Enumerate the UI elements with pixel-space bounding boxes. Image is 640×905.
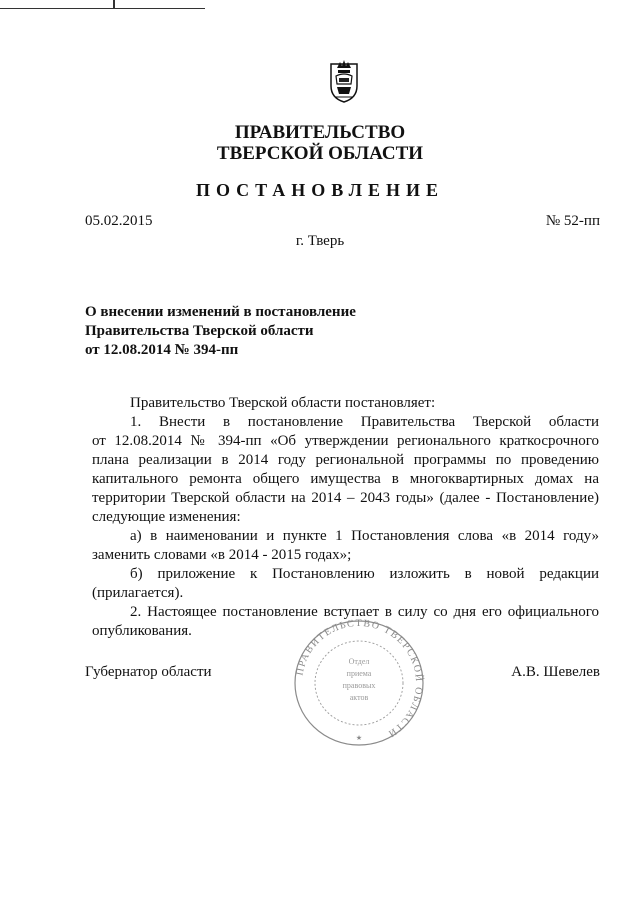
document-date: 05.02.2015 bbox=[85, 213, 153, 229]
top-rule-tick bbox=[113, 0, 115, 9]
paragraph-1-line: от 12.08.2014 № 394-пп «Об утверждении регионального краткосрочного bbox=[92, 433, 599, 449]
document-number: № 52-пп bbox=[545, 213, 600, 229]
subitem-b-line: (прилагается). bbox=[92, 585, 184, 601]
signer-name: А.В. Шевелев bbox=[511, 664, 600, 680]
subject-line: Правительства Тверской области bbox=[85, 323, 314, 339]
document-body bbox=[92, 394, 599, 641]
svg-text:★: ★ bbox=[355, 734, 363, 742]
seal-center-line: правовых bbox=[342, 681, 376, 690]
official-seal-stamp bbox=[278, 618, 440, 748]
document-city: г. Тверь bbox=[295, 233, 345, 249]
government-title-line1: ПРАВИТЕЛЬСТВО bbox=[234, 122, 406, 143]
top-rule bbox=[0, 8, 205, 9]
subitem-a-line: заменить словами «в 2014 - 2015 годах»; bbox=[92, 547, 352, 563]
paragraph-1-line: капитального ремонта общего имущества в многоквартирных домах на bbox=[92, 471, 599, 487]
document-type-heading: ПОСТАНОВЛЕНИЕ bbox=[195, 180, 445, 200]
paragraph-2-line: опубликования. bbox=[92, 623, 192, 639]
svg-text:ПРАВИТЕЛЬСТВО ТВЕРСКОЙ ОБЛАСТИ bbox=[294, 618, 425, 740]
subject-line: О внесении изменений в постановление bbox=[85, 304, 356, 320]
subject-block bbox=[85, 303, 505, 360]
body-intro: Правительство Тверской области постановляет: bbox=[130, 395, 436, 411]
paragraph-1-line: следующие изменения: bbox=[92, 509, 241, 525]
subitem-a-line: а) в наименовании и пункте 1 Постановления слова «в 2014 году» bbox=[130, 528, 599, 544]
seal-center-line: Отдел bbox=[348, 657, 370, 666]
paragraph-2-line: 2. Настоящее постановление вступает в силу со дня его официального bbox=[130, 604, 599, 620]
seal-ring-text: ПРАВИТЕЛЬСТВО ТВЕРСКОЙ ОБЛАСТИ bbox=[294, 618, 425, 740]
signer-role: Губернатор области bbox=[85, 664, 212, 680]
paragraph-1-line: плана реализации в 2014 году региональной программы по проведению bbox=[92, 452, 599, 468]
paragraph-1-line: 1. Внести в постановление Правительства Тверской области bbox=[130, 414, 599, 430]
paragraph-1-line: территории Тверской области на 2014 – 2043 годы» (далее - Постановление) bbox=[92, 490, 599, 506]
government-title-line2: ТВЕРСКОЙ ОБЛАСТИ bbox=[216, 143, 424, 164]
seal-center-line: приема bbox=[346, 669, 372, 678]
coat-of-arms-emblem bbox=[329, 56, 359, 104]
subject-line: от 12.08.2014 № 394-пп bbox=[85, 342, 239, 358]
seal-center-line: актов bbox=[349, 693, 369, 702]
subitem-b-line: б) приложение к Постановлению изложить в новой редакции bbox=[130, 566, 599, 582]
